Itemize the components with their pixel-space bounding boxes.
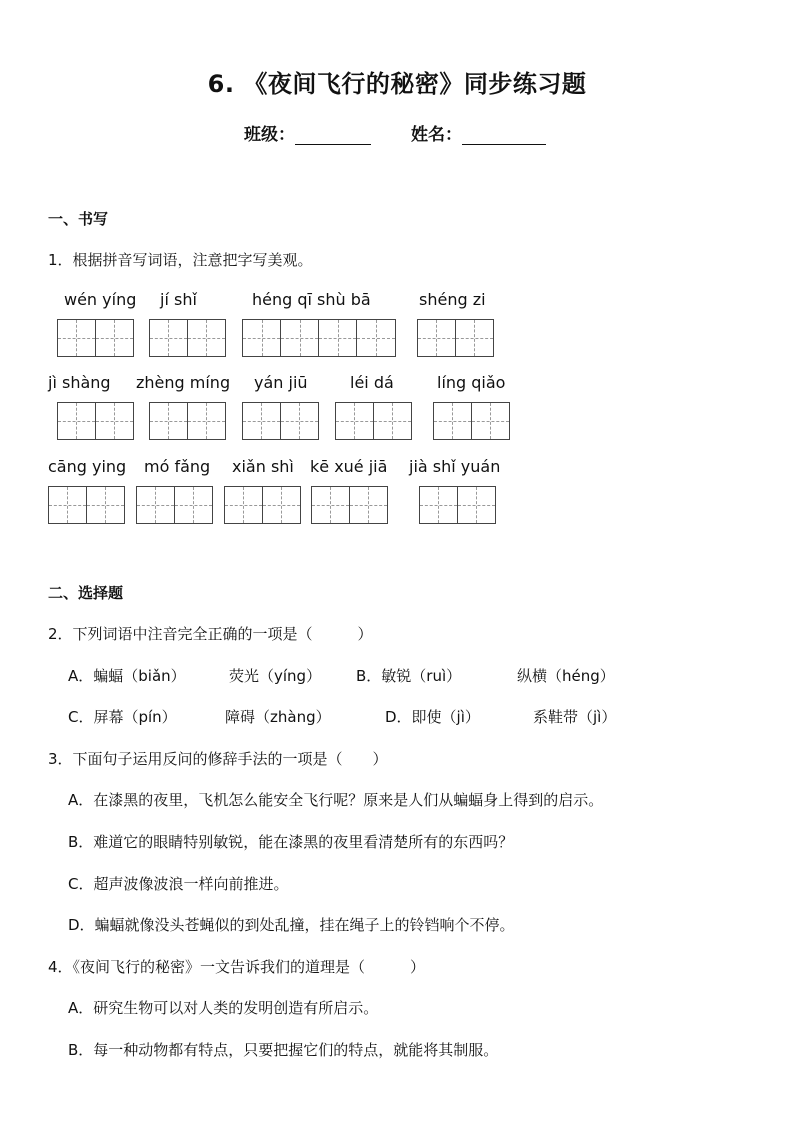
question-3: 3．下面句子运用反问的修辞手法的一项是（ ）	[48, 750, 388, 768]
option-text: 系鞋带（jì）	[533, 708, 617, 726]
pinyin-label: jià shǐ yuán	[409, 457, 501, 476]
question-1: 1．根据拼音写词语，注意把字写美观。	[48, 251, 313, 269]
question-2: 2．下列词语中注音完全正确的一项是（ ）	[48, 625, 373, 643]
pinyin-label: wén yíng	[64, 290, 137, 309]
option-d[interactable]: D．即使（jì）	[385, 708, 480, 726]
option-text: 障碍（zhàng）	[225, 708, 331, 726]
class-field	[244, 120, 371, 145]
writing-box[interactable]	[242, 402, 319, 440]
writing-box[interactable]	[433, 402, 510, 440]
writing-box[interactable]	[149, 402, 226, 440]
page-title: 6. 《夜间飞行的秘密》同步练习题	[207, 70, 587, 98]
option-a[interactable]: A．蝙蝠（biǎn）	[68, 667, 186, 685]
writing-box[interactable]	[224, 486, 301, 524]
option-b[interactable]: B．敏锐（ruì）	[356, 667, 462, 685]
pinyin-label: cāng ying	[48, 457, 127, 476]
option-b[interactable]: B．难道它的眼睛特别敏锐，能在漆黑的夜里看清楚所有的东西吗？	[68, 833, 514, 851]
option-c[interactable]: C．屏幕（pín）	[68, 708, 177, 726]
pinyin-label: kē xué jiā	[310, 457, 388, 476]
writing-box[interactable]	[57, 402, 134, 440]
writing-box[interactable]	[417, 319, 494, 357]
pinyin-label: xiǎn shì	[232, 457, 294, 476]
pinyin-label: jì shàng	[48, 373, 111, 392]
name-field	[411, 120, 546, 145]
option-b[interactable]: B．每一种动物都有特点，只要把握它们的特点，就能将其制服。	[68, 1041, 499, 1059]
name-blank[interactable]	[462, 126, 546, 145]
writing-box[interactable]	[149, 319, 226, 357]
writing-box[interactable]	[242, 319, 396, 357]
pinyin-label: jí shǐ	[160, 290, 197, 309]
name-label: 姓名：	[411, 125, 462, 145]
option-a[interactable]: A．研究生物可以对人类的发明创造有所启示。	[68, 999, 379, 1017]
question-4: 4．《夜间飞行的秘密》一文告诉我们的道理是（ ）	[48, 958, 426, 976]
pinyin-label: zhèng míng	[136, 373, 231, 392]
option-d[interactable]: D．蝙蝠就像没头苍蝇似的到处乱撞，挂在绳子上的铃铛响个不停。	[68, 916, 515, 934]
pinyin-label: líng qiǎo	[437, 373, 506, 392]
writing-box[interactable]	[57, 319, 134, 357]
writing-box[interactable]	[419, 486, 496, 524]
option-text: 纵横（héng）	[517, 667, 615, 685]
class-blank[interactable]	[295, 126, 371, 145]
writing-box[interactable]	[136, 486, 213, 524]
pinyin-label: mó fǎng	[144, 457, 211, 476]
option-a[interactable]: A．在漆黑的夜里，飞机怎么能安全飞行呢？原来是人们从蝙蝠身上得到的启示。	[68, 791, 604, 809]
pinyin-label: léi dá	[350, 373, 394, 392]
writing-box[interactable]	[311, 486, 388, 524]
class-label: 班级：	[244, 125, 295, 145]
pinyin-label: shéng zi	[419, 290, 486, 309]
pinyin-label: héng qī shù bā	[252, 290, 371, 309]
section-heading-choice: 二、选择题	[48, 584, 124, 602]
section-heading-writing: 一、书写	[48, 210, 109, 228]
writing-box[interactable]	[335, 402, 412, 440]
writing-box[interactable]	[48, 486, 125, 524]
option-c[interactable]: C．超声波像波浪一样向前推进。	[68, 875, 289, 893]
option-text: 荧光（yíng）	[229, 667, 322, 685]
pinyin-label: yán jiū	[254, 373, 308, 392]
